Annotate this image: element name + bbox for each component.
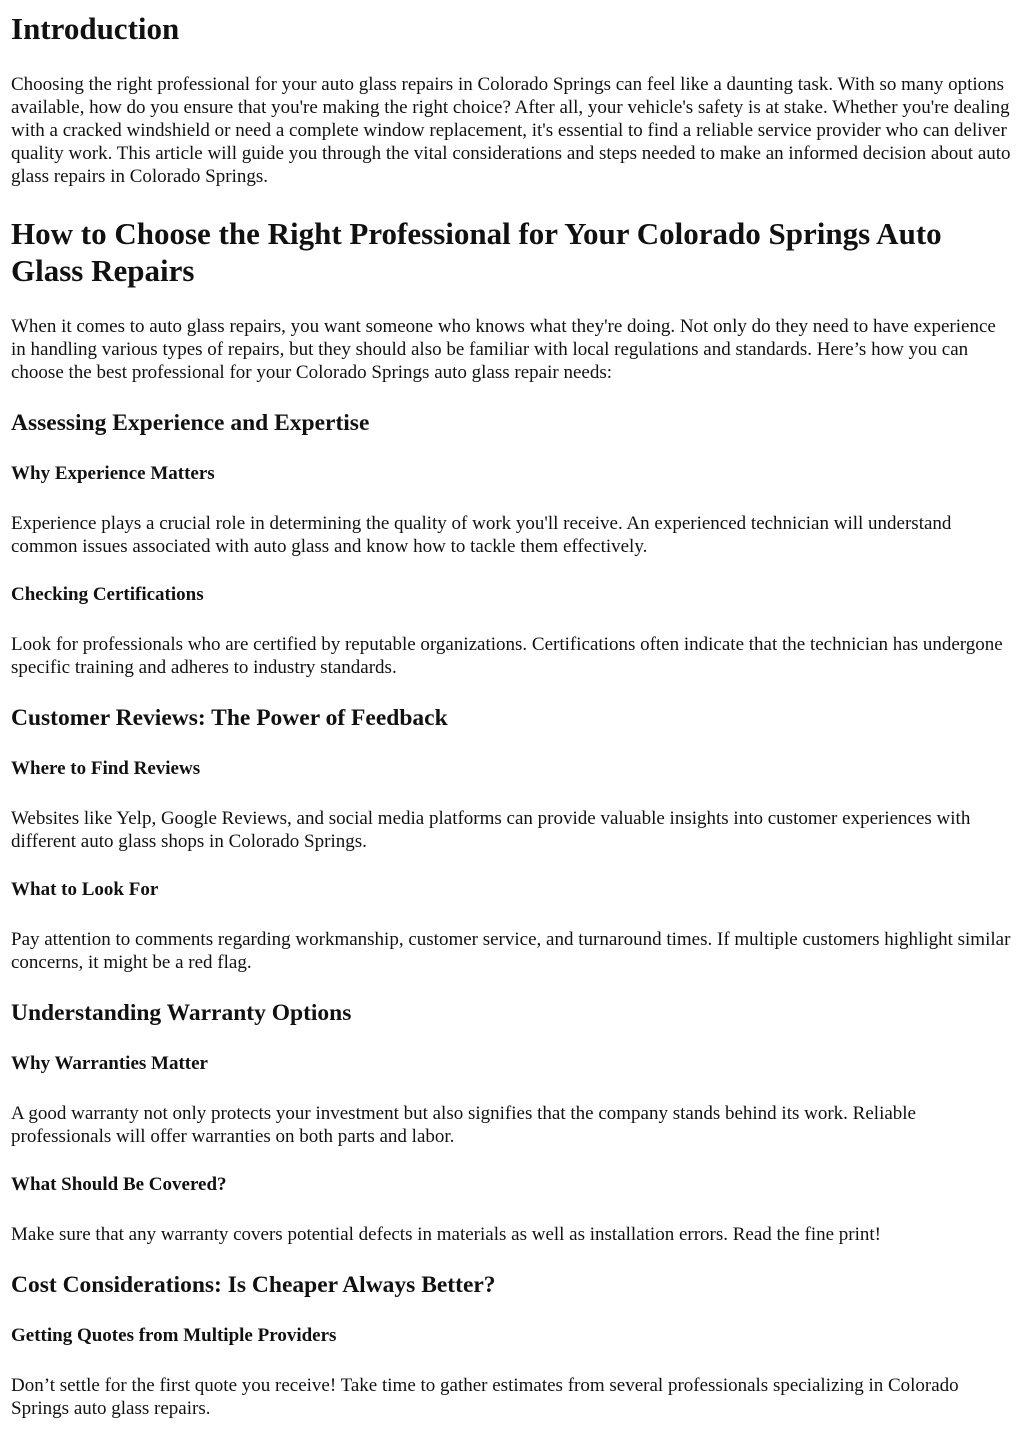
- covered-heading: What Should Be Covered?: [11, 1174, 227, 1195]
- experience-heading: Assessing Experience and Expertise: [11, 410, 370, 436]
- why-warranty-paragraph: A good warranty not only protects your investment but also signifies that the company stands behind its work. Reliable professionals will offer warranties on both parts and labor.: [11, 1103, 916, 1147]
- cost-heading: Cost Considerations: Is Cheaper Always Better?: [11, 1272, 496, 1298]
- look-for-paragraph: Pay attention to comments regarding workmanship, customer service, and turnaround times. If multiple customers highlight similar concerns, it might be a red flag.: [11, 929, 1011, 973]
- where-reviews-heading: Where to Find Reviews: [11, 758, 201, 779]
- why-experience-heading: Why Experience Matters: [11, 463, 215, 484]
- quotes-heading: Getting Quotes from Multiple Providers: [11, 1325, 337, 1346]
- look-for-heading: What to Look For: [11, 879, 159, 900]
- covered-paragraph: Make sure that any warranty covers potential defects in materials as well as installation errors. Read the fine print!: [11, 1224, 882, 1245]
- howto-heading: How to Choose the Right Professional for Your Colorado Springs Auto Glass Repairs: [11, 216, 942, 288]
- intro-paragraph: Choosing the right professional for your auto glass repairs in Colorado Springs can feel like a daunting task. With so many options available, how do you ensure that you're making the right choice? After all, your vehicle's safety is at stake. Whether you're dealing with a cracked windshield or need a complete window replacement, it's essential to find a reliable service provider who can deliver quality work. This article will guide you through the vital considerations and steps needed to make an informed decision about auto glass repairs in Colorado Springs.: [11, 74, 1011, 187]
- article: [0, 10, 1024, 1420]
- warranty-heading: Understanding Warranty Options: [11, 1000, 352, 1026]
- why-experience-paragraph: Experience plays a crucial role in determining the quality of work you'll receive. An experienced technician will understand common issues associated with auto glass and know how to tackle them effectively.: [11, 513, 952, 557]
- certifications-paragraph: Look for professionals who are certified by reputable organizations. Certifications often indicate that the technician has undergone specific training and adheres to industry standards.: [11, 634, 1003, 678]
- reviews-heading: Customer Reviews: The Power of Feedback: [11, 705, 448, 731]
- certifications-heading: Checking Certifications: [11, 584, 204, 605]
- howto-paragraph: When it comes to auto glass repairs, you want someone who knows what they're doing. Not only do they need to have experience in handling various types of repairs, but they should also be familiar with local regulations and standards. Here’s how you can choose the best professional for your Colorado Springs auto glass repair needs:: [11, 316, 996, 383]
- why-warranty-heading: Why Warranties Matter: [11, 1053, 208, 1074]
- quotes-paragraph: Don’t settle for the first quote you receive! Take time to gather estimates from several professionals specializing in Colorado Springs auto glass repairs.: [11, 1375, 959, 1419]
- where-reviews-paragraph: Websites like Yelp, Google Reviews, and social media platforms can provide valuable insights into customer experiences with different auto glass shops in Colorado Springs.: [11, 808, 971, 852]
- intro-heading: Introduction: [11, 11, 180, 46]
